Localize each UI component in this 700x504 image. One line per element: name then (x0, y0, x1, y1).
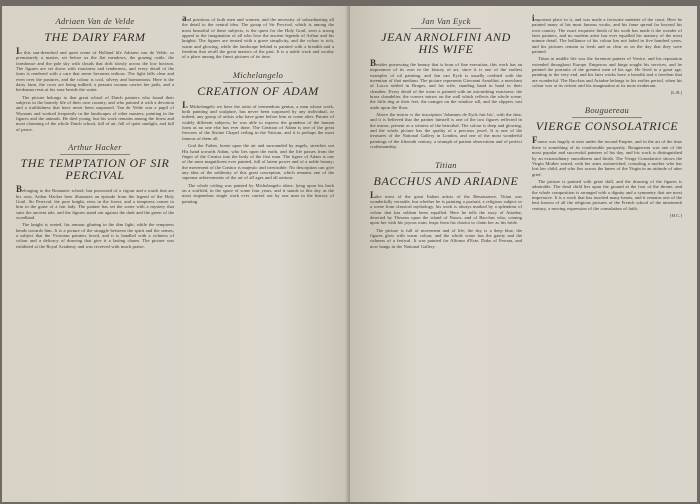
article-paragraph: The picture is painted with great skill, and the drawing of the figures is admirable. The dead child lies upon the ground at the foot of the throne, and the whole composition is arranged with a dignity and a symmetry that are most impressive. It is a work that has touched many hearts, and it remains one of the best known of all the religious pictures of the French school of the nineteenth century, a moving expression of the consolation of faith. (532, 178, 682, 211)
article-body (182, 99, 334, 204)
article-title: JEAN ARNOLFINI AND HIS WIFE (381, 30, 511, 56)
article-body (182, 13, 334, 60)
article-paragraph: The picture is full of movement and of life; the sky is a deep blue, the figures glow with warm colour, and the whole scene has the gaiety and the richness of a festival. It was painted for Alfonso d'Este, Duke of Ferrara, and now hangs in the National Gallery. (370, 227, 522, 249)
article-body (370, 58, 522, 150)
article-body (532, 135, 682, 211)
article-paragraph: France was hugely at ease under the second Empire, and in the art of the time there is something of its comfortable prosperity. Bouguereau was one of the most popular and successful painters of his day, and his work is distinguished by an extraordinary smoothness and finish. The Vierge Consolatrice shows the Virgin Mother seated, with her arms outstretched, consoling a mother who has lost her child, and who lies across the knees of the Virgin in an attitude of utter grief. (532, 135, 682, 177)
article-vierge-consolatrice (532, 105, 682, 217)
article-paragraph: The whole ceiling was painted by Michelangelo alone, lying upon his back on a scaffold, in the space of some four years, and it stands to this day as the most stupendous single work ever carried out by one man in the history of painting. (182, 182, 334, 204)
article-paragraph: God the Father, borne upon the air and surrounded by angels, stretches out His hand towards Adam, who lies upon the earth, and the life passes from the finger of the Creator into the body of the first man. The figure of Adam is one of the most magnificent ever painted, full of latent power and of a noble beauty; the movement of the Creator is majestic and irresistible. No description can give any idea of the sublimity of this great conception, which remains one of the supreme achievements of the art of all ages and all nations. (182, 143, 334, 181)
article-dairy-farm (16, 16, 174, 132)
article-creation-of-adam (182, 70, 334, 204)
heading-rule (60, 154, 130, 155)
article-artist: Arthur Hacker (68, 142, 122, 153)
left-page (2, 6, 350, 502)
article-paragraph: In Michelangelo we have the artist of tremendous genius, a man whose work, both painting and sculpture, has never been surpassed by any individual, or indeed, any group of artists who have gone before him or come after. Painter of widely different subjects, he was able to express the grandeur of the human form as no one else has ever done. The Creation of Adam is one of the great frescoes of the Sistine Chapel ceiling in the Vatican, and it is perhaps the most famous of them all. (182, 99, 334, 141)
article-arnolfini (370, 16, 522, 150)
article-artist: Michelangelo (232, 69, 284, 80)
right-page-column-2 (532, 13, 682, 228)
article-continuation (182, 13, 334, 60)
article-paragraph: Above the mirror is the inscription 'Johannes de Eyck fuit hic', with the date, and it is believed that the painter himself is one of the two figures reflected in the mirror, present as a witness of the betrothal. The colour is deep and glowing, and the whole picture has the quality of a precious jewel. It is one of the treasures of the National Gallery in London, and one of the most wonderful paintings of the fifteenth century, a triumph of patient observation and of perfect craftsmanship. (370, 112, 522, 150)
article-paragraph: In this sun-drenched and quiet scene of Holland life Adriaen van de Velde, so prematurely a master, set before us the flat meadows, the grazing cattle, the farmhouse and the pale sky with clouds that drift slowly across the low horizon. The figures are set down with exactness and tenderness, and every detail of the farm is rendered with a care that never becomes tedious. The light falls clear and even over the pastures, and the colour is cool, silvery and harmonious. Here is the dairy farm, the cows are being milked, a peasant woman carries her pails, and a herdsman rests at his ease beside the water. (16, 46, 174, 93)
article-body (370, 189, 522, 249)
article-title: CREATION OF ADAM (197, 83, 319, 98)
article-title: VIERGE CONSOLATRICE (535, 119, 679, 134)
left-page-column-2 (182, 13, 334, 214)
left-page-column-1 (16, 16, 174, 259)
author-initials: [L.B.] (670, 90, 682, 96)
heading-rule (223, 82, 293, 83)
heading-rule (411, 28, 481, 29)
article-title: THE TEMPTATION OF SIR PERCIVAL (20, 156, 170, 183)
right-page (350, 6, 697, 502)
article-body (16, 184, 174, 249)
article-paragraph: Like most of the great Italian artists of the Renaissance, Titian was wonderfully versatile, but whether he is painting a portrait, a religious subject or a scene from classical mythology, his work is always marked by a splendour of colour that has seldom been equalled. Here he tells the story of Ariadne, deserted by Theseus upon the island of Naxos, and of Bacchus who, coming upon her with his joyous train, leaps from his chariot to claim her as his bride. (370, 189, 522, 226)
article-artist: Bouguereau (584, 105, 630, 116)
article-continuation (532, 13, 682, 96)
article-bacchus-and-ariadne (370, 160, 522, 249)
article-body (16, 46, 174, 132)
heading-rule (411, 172, 481, 173)
heading-rule (60, 28, 130, 29)
heading-rule (572, 117, 642, 118)
article-paragraph: The picture belongs to that great school of Dutch painters who found their subjects in the homely life of their own country, and who painted it with a devotion and a truthfulness that have never been surpassed. Van de Velde was a pupil of Wynants and worked frequently in the landscapes of other masters, painting in the figures and the animals. He died young, but his work remains among the finest and most charming of the whole Dutch school, full of air, full of quiet sunlight, and full of peace. (16, 94, 174, 132)
article-title: BACCHUS AND ARIADNE (373, 173, 519, 188)
article-paragraph: important place in it, and was made a favourite member of the court. Here he painted many of his most famous works, and his fame spread far beyond his own country. The exact exquisite finish of his work has made it the wonder of later painters, and no modern artist has ever equalled his mastery of the most minute detail. The brilliance of his colour has not faded in five hundred years, and his pictures remain as fresh and as clear as on the day that they were painted. (532, 13, 682, 55)
article-paragraph: Besides possessing the beauty that is born of fine execution, this work has an importance of its own in the history of art, since it is one of the earliest examples of oil painting, and Jan van Eyck is usually credited with the invention of that medium. The picture represents Giovanni Arnolfini, a merchant of Lucca settled in Bruges, and his wife, standing hand in hand in their chamber. Every detail of the room is painted with an astonishing exactness: the brass chandelier, the convex mirror on the wall which reflects the whole scene, the little dog at their feet, the oranges on the window sill, and the slippers cast aside upon the floor. (370, 58, 522, 110)
article-artist: Adriaen Van de Velde (55, 16, 135, 26)
article-title: THE DAIRY FARM (44, 30, 146, 44)
article-paragraph: Belonging to the Romantic school, but possessed of a vigour and a touch that are his own, Arthur Hacker here illustrates an episode from the legend of the Holy Grail. Sir Percival, the pure knight, rests in the forest, and a temptress comes to him in the guise of a fair lady. The painter has set the scene with a mystery that suits the ancient tale, and the figures stand out against the dark and the green of the woodland. (16, 184, 174, 220)
author-initials: [H.C.] (670, 212, 682, 218)
article-artist: Titian (435, 159, 457, 170)
article-paragraph: Titian in middle life was the foremost painter of Venice, and his reputation extended throughout Europe. Emperors and kings sought his services, and he painted the portraits of the greatest men of his age. He lived to a great age, painting to the very end, and his later works have a breadth and a freedom that are wonderful. The Bacchus and Ariadne belongs to his earlier period, when his colour was at its richest and his imagination at its most exuberant. (532, 56, 682, 89)
article-body (532, 13, 682, 89)
article-temptation-of-sir-percival (16, 142, 174, 249)
article-paragraph: The knight is seated, his armour glinting in the dim light, while the temptress bends towards him. It is a picture of the struggle between the spirit and the senses, a subject that the Victorian painters loved, and it is handled with a richness of colour and a delicacy of drawing that give it a lasting charm. The picture was exhibited at the Royal Academy and was received with much praise. (16, 222, 174, 249)
right-page-column-1 (370, 16, 522, 259)
article-artist: Jan Van Eyck (421, 16, 471, 26)
article-paragraph: and positions of both men and women, and the necessity of subordinating all the detail to the central idea. The group of Sir Percival, which is among the most beautiful of these subjects, is the quest for the Holy Grail, seen a strong appeal to the imagination of all who love the ancient legends of Arthur and his knights. The figures are treated with a grave simplicity, and the colour is rich, warm and glowing, while the landscape behind is painted with a breadth and a freedom that recall the great masters of the past. It is a noble work and worthy of a place among the finest pictures of its time. (182, 13, 334, 60)
